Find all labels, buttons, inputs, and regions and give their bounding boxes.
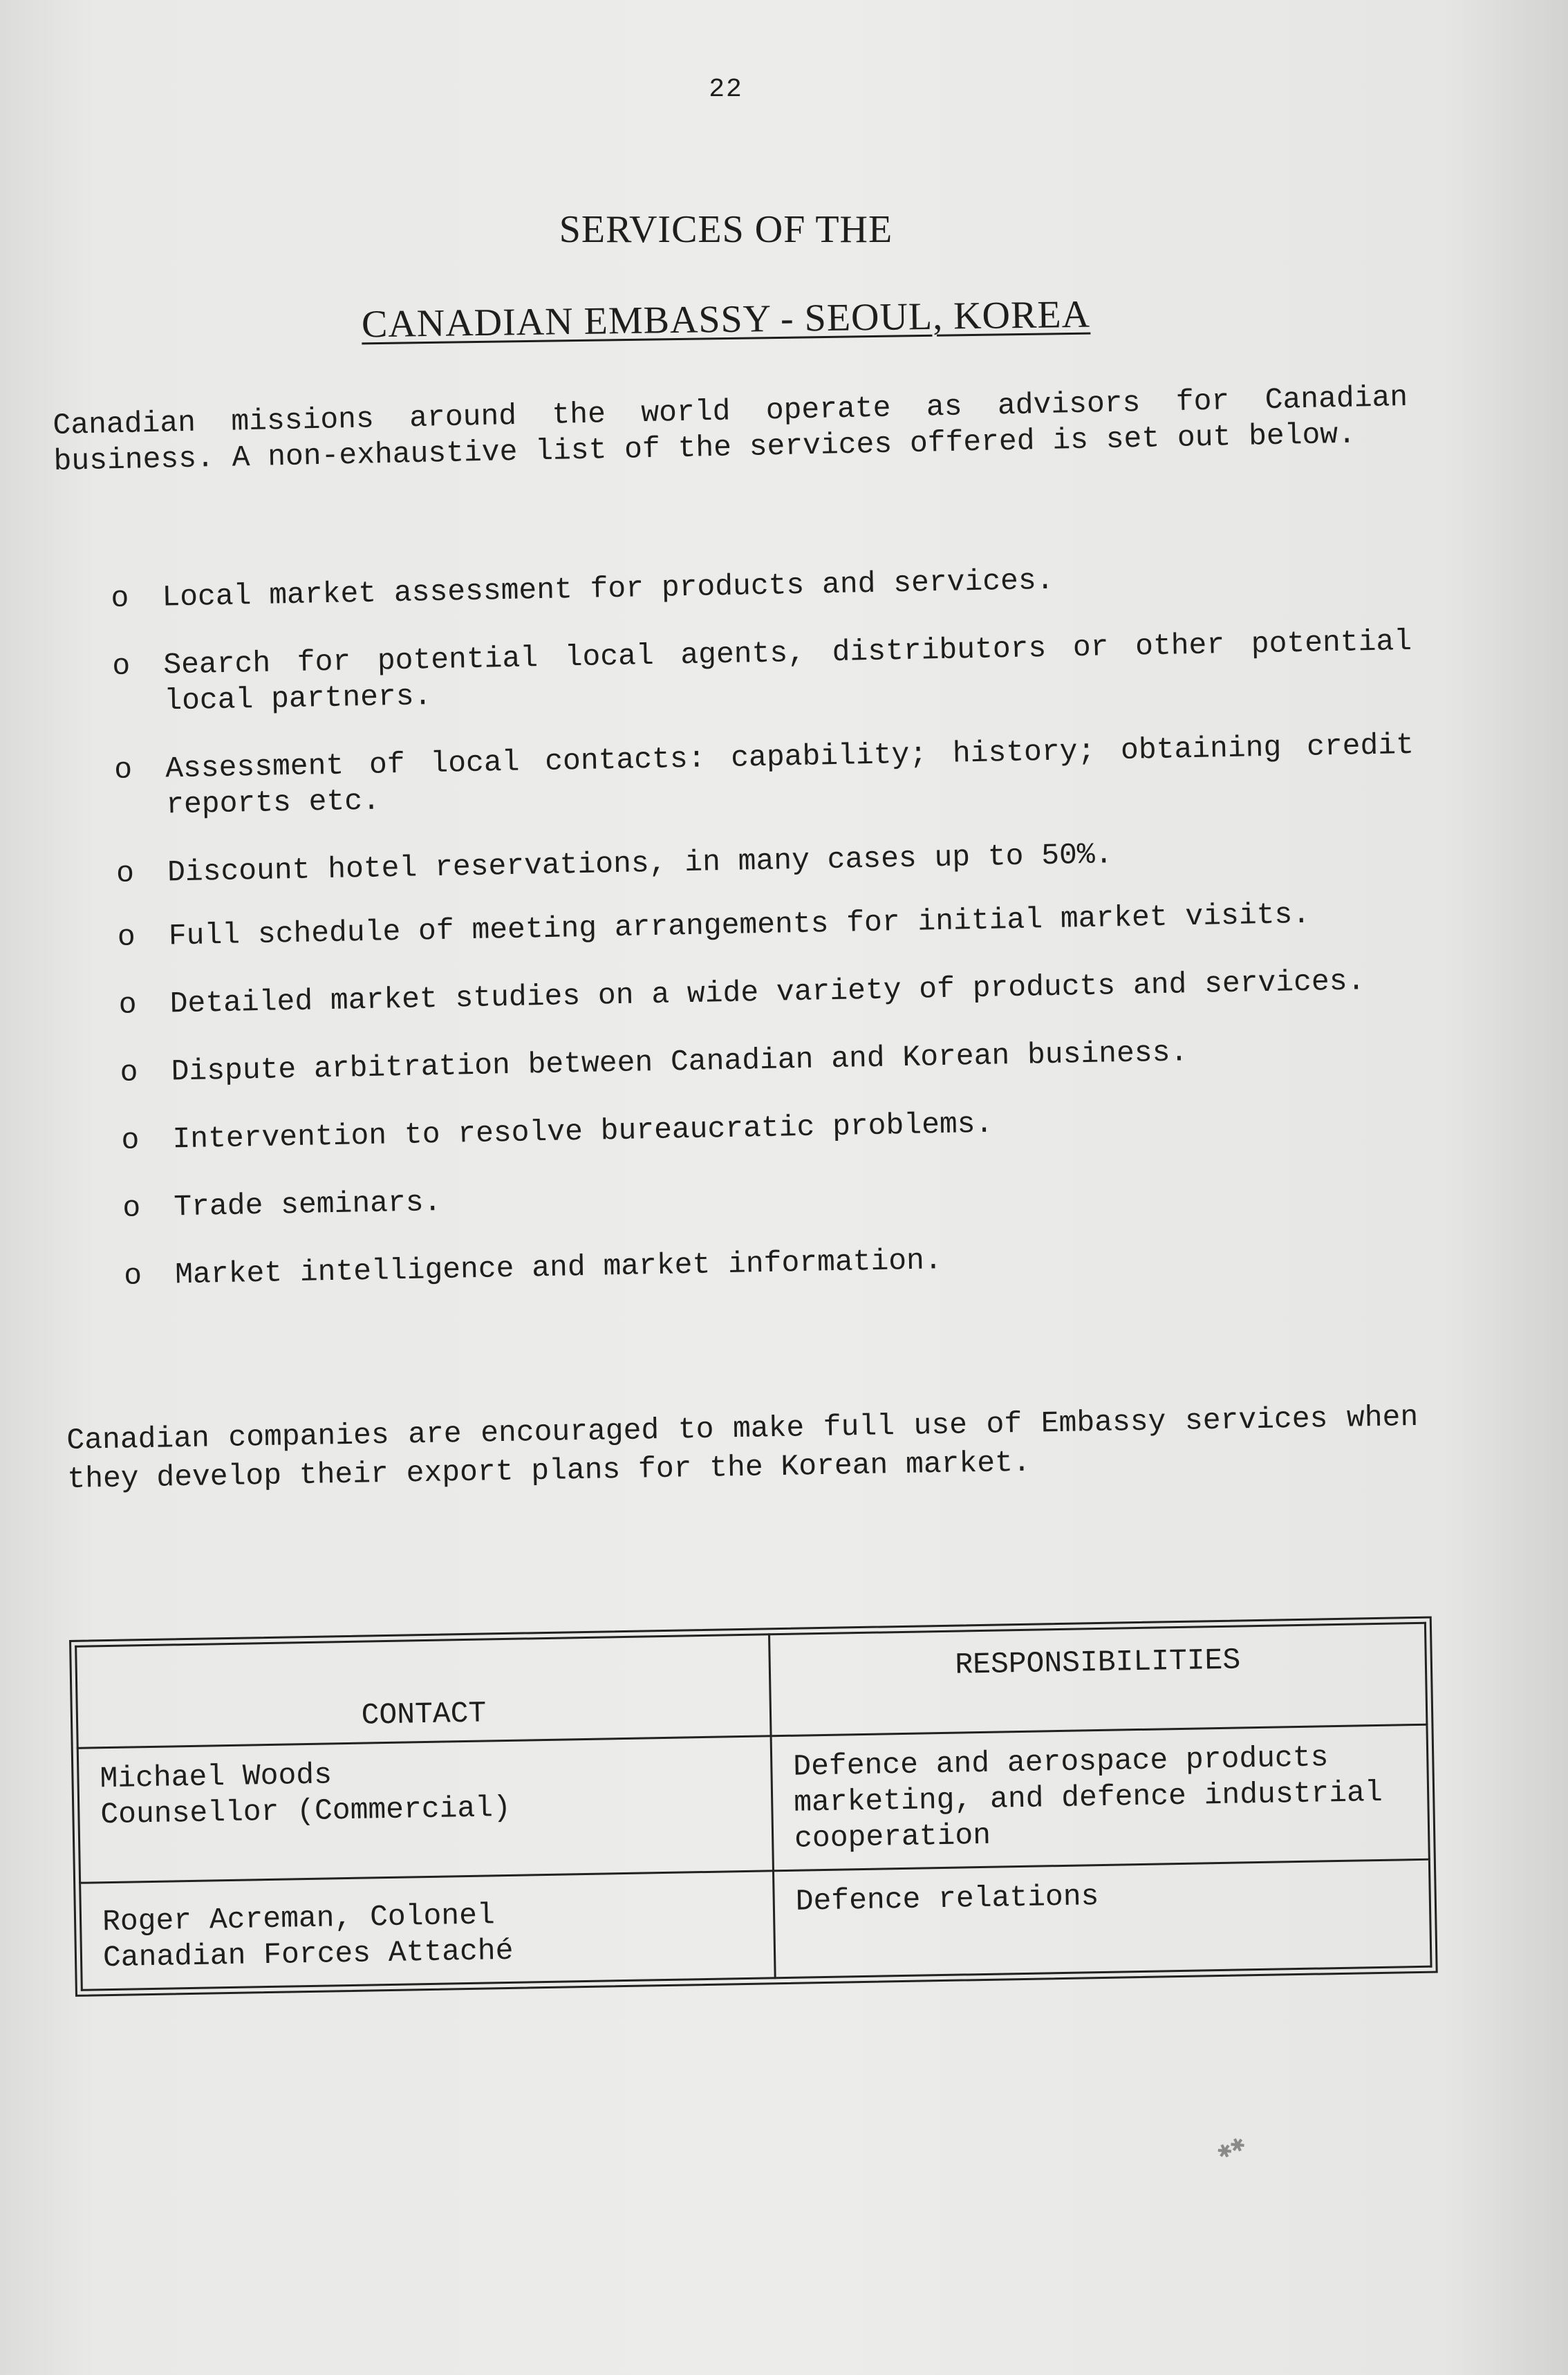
page-number: 22 [709,75,743,104]
services-list [111,556,1424,1326]
list-item [120,1030,1420,1091]
contacts-table [75,1622,1432,1991]
service-text: Dispute arbitration between Canadian and Korean business. [171,1035,1188,1089]
contact-cell [80,1871,776,1990]
service-text: Intervention to resolve bureaucratic problems. [172,1106,993,1157]
service-text: Search for potential local agents, distributors or other potential local partners. [162,624,1412,718]
service-text: Discount hotel reservations, in many cases up to 50%. [167,837,1113,890]
column-header-responsibilities: RESPONSIBILITIES [769,1623,1427,1736]
contact-title: Canadian Forces Attaché [102,1933,514,1975]
list-item [121,1098,1421,1159]
service-text: Assessment of local contacts: capability; history; obtaining credit reports etc. [165,727,1415,822]
intro-paragraph: Canadian missions around the world operate as advisors for Canadian business. A non-exhaustive list of the services offered is set out below. [53,380,1408,478]
service-text: Market intelligence and market information. [174,1243,943,1292]
service-text: Local market assessment for products and services. [162,563,1054,615]
bullet-glyph: o [123,1258,142,1293]
column-header-contact: CONTACT [76,1634,771,1748]
list-item [117,895,1417,956]
bullet-glyph: o [115,856,135,891]
page-title-line-2: CANADIAN EMBASSY - SEOUL, KOREA [361,292,1091,346]
contact-name: Roger Acreman, Colonel [102,1898,496,1939]
bullet-glyph: o [121,1123,140,1157]
closing-paragraph: Canadian companies are encouraged to make full use of Embassy services when they develop their export plans for the Korean market. [66,1399,1419,1496]
service-text: Trade seminars. [173,1184,442,1224]
bullet-glyph: o [111,581,129,615]
list-item [114,727,1415,824]
table-row [80,1859,1431,1990]
bullet-glyph: o [120,1055,138,1090]
contact-name: Michael Woods [100,1758,333,1796]
table-row [77,1724,1429,1883]
contact-cell [77,1736,773,1883]
list-item [112,624,1413,720]
responsibility-cell: Defence and aerospace products marketing, and defence industrial cooperation [771,1724,1429,1871]
list-item [111,556,1411,617]
list-item [122,1166,1423,1227]
list-item [124,1233,1424,1294]
page-title-line-1: SERVICES OF THE [559,208,893,251]
ink-smudge-icon: ✱✱ [1213,2130,1250,2167]
contacts-table-frame [69,1617,1438,1997]
bullet-glyph: o [118,987,138,1022]
bullet-glyph: o [111,649,131,683]
bullet-glyph: o [122,1191,141,1225]
service-text: Full schedule of meeting arrangements for initial market visits. [168,897,1311,953]
bullet-glyph: o [117,920,136,954]
contact-title: Counsellor (Commercial) [100,1790,512,1832]
list-item [116,831,1417,892]
service-text: Detailed market studies on a wide variety of products and services. [169,964,1365,1021]
responsibility-cell: Defence relations [773,1859,1431,1978]
bullet-glyph: o [113,752,133,787]
list-item [118,962,1419,1023]
